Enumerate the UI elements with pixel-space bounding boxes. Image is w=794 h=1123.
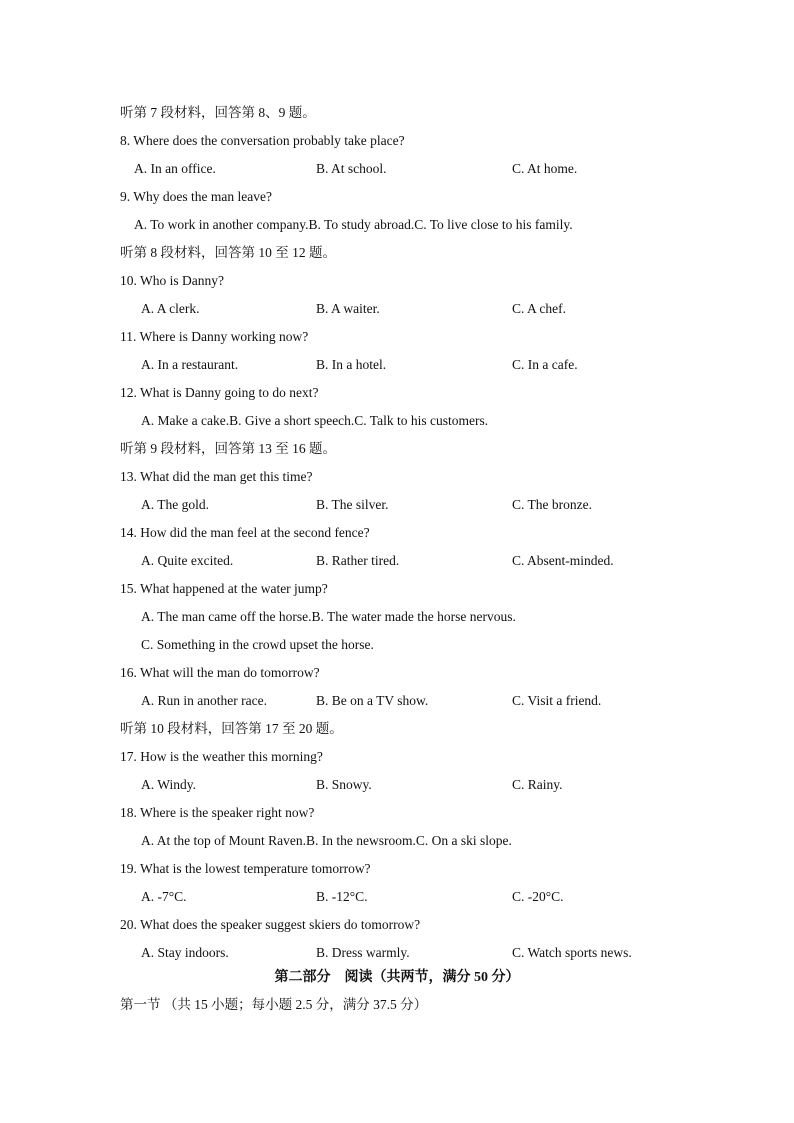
question-text: 14. How did the man feel at the second fence? xyxy=(120,525,370,540)
question-text: 16. What will the man do tomorrow? xyxy=(120,665,320,680)
options-inline: C. Something in the crowd upset the horse. xyxy=(141,637,374,652)
option-c: C. Absent-minded. xyxy=(512,553,614,568)
subsection-heading: 第一节 （共 15 小题；每小题 2.5 分，满分 37.5 分） xyxy=(120,997,428,1012)
option-a: A. In an office. xyxy=(134,161,216,176)
option-b: B. In a hotel. xyxy=(316,357,387,372)
options-inline: A. Make a cake.B. Give a short speech.C. Talk to his customers. xyxy=(141,413,489,428)
option-c: C. Visit a friend. xyxy=(512,693,602,708)
option-c: C. At home. xyxy=(512,161,578,176)
question-text: 11. Where is Danny working now? xyxy=(120,329,309,344)
option-b: B. -12°C. xyxy=(316,889,368,904)
option-c: C. Watch sports news. xyxy=(512,945,632,960)
question-text: 8. Where does the conversation probably take place? xyxy=(120,133,405,148)
question-text: 12. What is Danny going to do next? xyxy=(120,385,319,400)
option-a: A. The gold. xyxy=(141,497,209,512)
question-text: 13. What did the man get this time? xyxy=(120,469,313,484)
question-text: 10. Who is Danny? xyxy=(120,273,224,288)
option-b: B. At school. xyxy=(316,161,387,176)
option-c: C. -20°C. xyxy=(512,889,564,904)
option-a: A. In a restaurant. xyxy=(141,357,239,372)
section-instruction: 听第 8 段材料，回答第 10 至 12 题。 xyxy=(120,245,336,260)
option-c: C. Rainy. xyxy=(512,777,563,792)
option-a: A. Windy. xyxy=(141,777,196,792)
question-text: 17. How is the weather this morning? xyxy=(120,749,323,764)
section-instruction: 听第 10 段材料，回答第 17 至 20 题。 xyxy=(120,721,343,736)
option-a: A. A clerk. xyxy=(141,301,200,316)
option-a: A. Quite excited. xyxy=(141,553,234,568)
question-text: 19. What is the lowest temperature tomorrow? xyxy=(120,861,371,876)
options-inline: A. To work in another company.B. To study abroad.C. To live close to his family. xyxy=(134,217,573,232)
option-c: C. The bronze. xyxy=(512,497,592,512)
section-instruction: 听第 7 段材料，回答第 8、9 题。 xyxy=(120,105,316,120)
option-b: B. Dress warmly. xyxy=(316,945,410,960)
option-b: B. Rather tired. xyxy=(316,553,400,568)
option-b: B. Be on a TV show. xyxy=(316,693,429,708)
part-heading: 第二部分 阅读（共两节，满分 50 分） xyxy=(274,970,520,985)
option-b: B. Snowy. xyxy=(316,777,372,792)
options-inline: A. The man came off the horse.B. The water made the horse nervous. xyxy=(141,609,516,624)
question-text: 20. What does the speaker suggest skiers do tomorrow? xyxy=(120,917,421,932)
question-text: 15. What happened at the water jump? xyxy=(120,581,328,596)
question-text: 18. Where is the speaker right now? xyxy=(120,805,315,820)
options-inline: A. At the top of Mount Raven.B. In the newsroom.C. On a ski slope. xyxy=(141,833,512,848)
option-a: A. -7°C. xyxy=(141,889,187,904)
option-b: B. The silver. xyxy=(316,497,389,512)
option-b: B. A waiter. xyxy=(316,301,380,316)
option-a: A. Run in another race. xyxy=(141,693,267,708)
option-a: A. Stay indoors. xyxy=(141,945,229,960)
section-instruction: 听第 9 段材料，回答第 13 至 16 题。 xyxy=(120,441,336,456)
option-c: C. A chef. xyxy=(512,301,566,316)
option-c: C. In a cafe. xyxy=(512,357,578,372)
question-text: 9. Why does the man leave? xyxy=(120,189,272,204)
